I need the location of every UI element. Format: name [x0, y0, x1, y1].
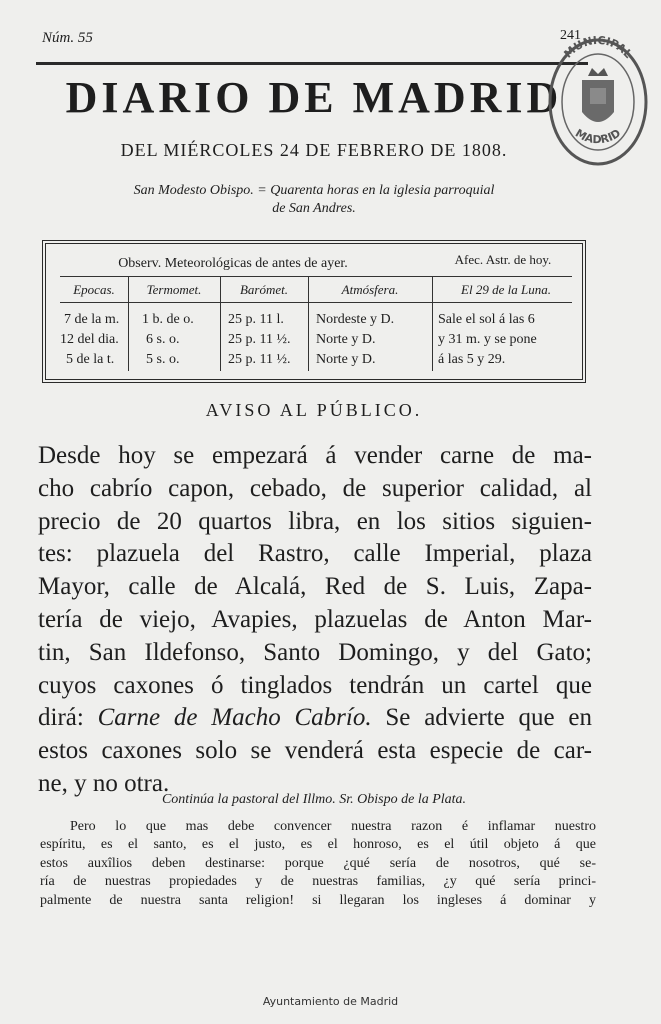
column-header: Epocas.: [73, 282, 115, 297]
sign-text-italic: Carne de Macho Cabrío.: [97, 704, 372, 732]
section-heading: Continúa la pastoral del Illmo. Sr. Obispo de la Plata.: [161, 792, 467, 807]
notice-line: cho cabrío capon, cebado, de superior calidad, al: [38, 474, 592, 502]
table-cell: 1 b. de o.: [142, 312, 194, 327]
notice-text: dirá:: [38, 704, 98, 732]
masthead-title: DIARIO DE MADRID: [65, 73, 563, 122]
table-cell: 12 del dia.: [60, 332, 119, 347]
saint-line: de San Andres.: [272, 201, 356, 216]
footer-credit: Ayuntamiento de Madrid: [262, 995, 399, 1008]
notice-heading: AVISO AL PÚBLICO.: [205, 400, 423, 420]
top-rule: [36, 62, 588, 65]
coat-of-arms-icon: [582, 68, 614, 122]
table-cell: Nordeste y D.: [316, 312, 395, 327]
column-header: Termomet.: [146, 282, 202, 297]
pastoral-line: palmente de nuestra santa religion! si llegaran los ingleses á dominar y: [40, 892, 596, 908]
notice-line: tin, San Ildefonso, Santo Domingo, y del Gato;: [38, 638, 592, 666]
notice-line: precio de 20 quartos libra, en los sitios siguien-: [38, 507, 592, 535]
notice-text: Se advierte que en: [371, 704, 592, 732]
table-cell: Norte y D.: [316, 332, 376, 347]
weather-title: Observ. Meteorológicas de antes de ayer.: [118, 256, 348, 271]
table-cell: 25 p. 11 ½.: [228, 352, 291, 367]
notice-body: [38, 440, 592, 801]
column-header: El 29 de la Luna.: [461, 282, 551, 297]
notice-line: tería de viejo, Avapies, plazuelas de Anton Mar-: [38, 605, 592, 633]
table-cell: Norte y D.: [316, 352, 376, 367]
notice-line: Mayor, calle de Alcalá, Red de S. Luis, Zapa-: [38, 573, 592, 601]
notice-line: ne, y no otra.: [38, 769, 170, 797]
astro-line: y 31 m. y se pone: [438, 332, 537, 347]
astro-title: Afec. Astr. de hoy.: [454, 252, 552, 267]
table-cell: 25 p. 11 l.: [228, 312, 284, 327]
stamp-text-bottom: MADRID: [572, 126, 624, 147]
page-number: 241: [560, 28, 581, 43]
astro-line: Sale el sol á las 6: [438, 312, 535, 327]
notice-line: [38, 702, 592, 735]
pastoral-line: Pero lo que mas debe convencer nuestra razon é inflamar nuestro: [70, 819, 596, 834]
weather-table: [42, 240, 586, 383]
table-cell: 6 s. o.: [146, 332, 180, 347]
notice-line: estos caxones solo se venderá esta especie de car-: [38, 737, 592, 765]
notice-line: cuyos caxones ó tinglados tendrán un cartel que: [38, 671, 592, 699]
table-rule: [60, 276, 572, 277]
municipal-stamp: [544, 20, 650, 170]
pastoral-line: ría de nuestras propiedades y de nuestras familias, ¿y qué sería princi-: [40, 874, 596, 890]
pastoral-text: [40, 818, 596, 910]
table-cell: 25 p. 11 ½.: [228, 332, 291, 347]
saint-line: San Modesto Obispo. = Quarenta horas en la iglesia parroquial: [133, 183, 495, 198]
table-rule: [60, 302, 572, 303]
notice-line: tes: plazuela del Rastro, calle Imperial, plaza: [38, 540, 592, 568]
column-header: Atmósfera.: [341, 282, 399, 297]
saint-of-day: [36, 182, 592, 218]
column-header: Barómet.: [239, 282, 289, 297]
pastoral-line: estos auxîlios deben destinarse: porque ¿qué sería de nosotros, qué se-: [40, 855, 596, 871]
table-cell: 5 de la t.: [66, 352, 115, 367]
table-cell: 7 de la m.: [64, 312, 120, 327]
stamp-text-top: MUNICIPAL: [561, 33, 635, 61]
dateline: DEL MIÉRCOLES 24 DE FEBRERO DE 1808.: [120, 140, 508, 160]
table-cell: 5 s. o.: [146, 352, 180, 367]
issue-number: Núm. 55: [42, 30, 93, 46]
notice-line: Desde hoy se empezará á vender carne de ma-: [38, 442, 592, 469]
astro-line: á las 5 y 29.: [438, 352, 506, 367]
pastoral-line: espíritu, es el santo, es el justo, es el honroso, es el útil objeto á que: [40, 837, 596, 853]
